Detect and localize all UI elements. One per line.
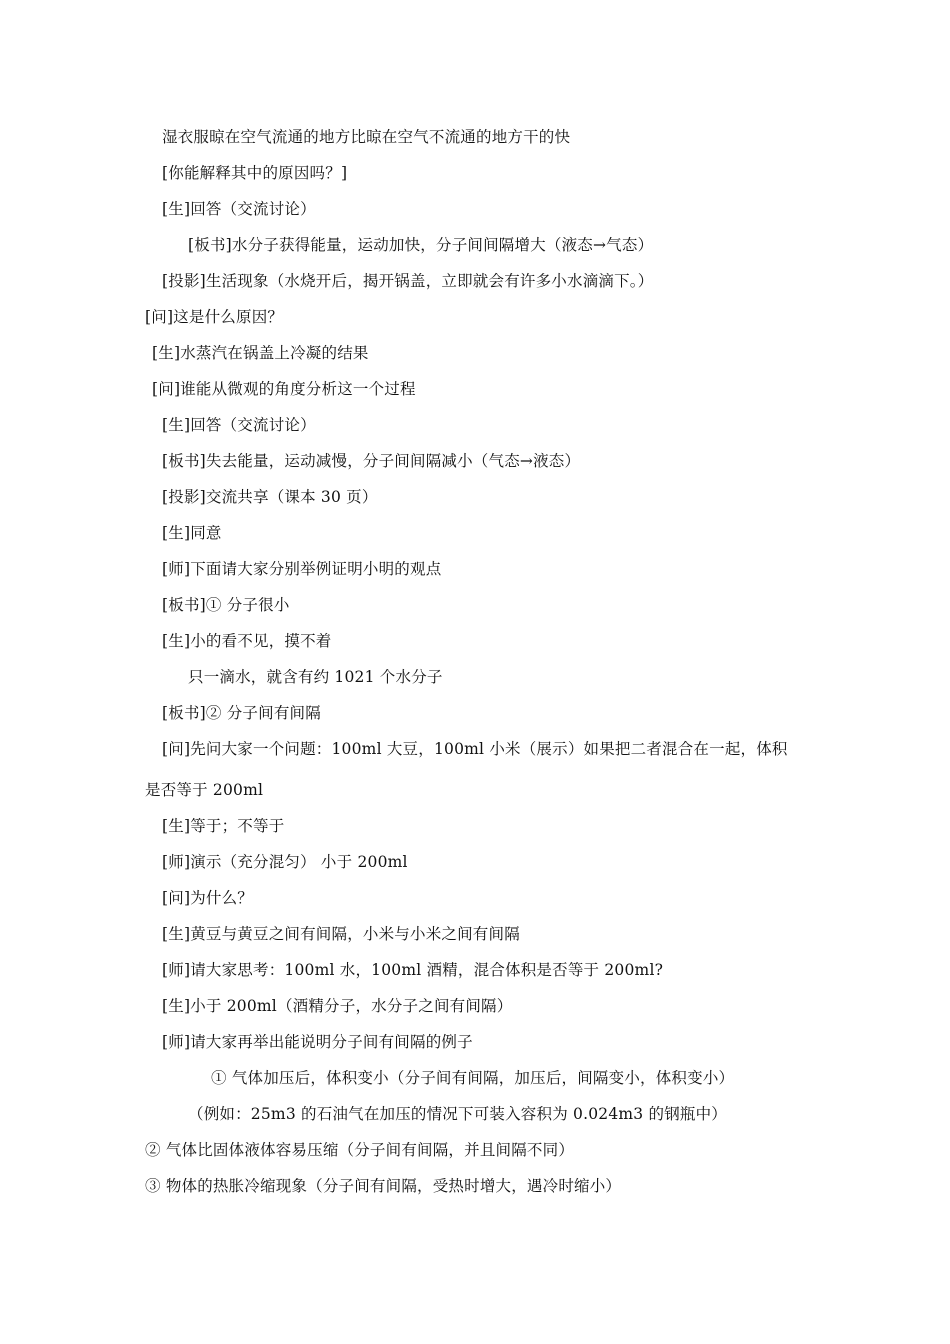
text-line: [板书]水分子获得能量，运动加快，分子间间隔增大（液态→气态） [188,236,654,254]
text-line: ③ 物体的热胀冷缩现象（分子间有间隔，受热时增大，遇冷时缩小） [145,1177,622,1195]
text-line: 湿衣服晾在空气流通的地方比晾在空气不流通的地方干的快 [162,128,571,146]
text-line: [问]先问大家一个问题：100ml 大豆，100ml 小米（展示）如果把二者混合在一起，体积 [162,740,788,758]
text-line: [生]水蒸汽在锅盖上冷凝的结果 [152,344,369,362]
text-line: [板书]失去能量，运动减慢，分子间间隔减小（气态→液态） [162,452,581,470]
text-line: [生]小的看不见，摸不着 [162,632,332,650]
text-line: ① 气体加压后，体积变小（分子间有间隔，加压后，间隔变小，体积变小） [211,1069,735,1087]
text-line: [师]请大家思考：100ml 水，100ml 酒精，混合体积是否等于 200ml? [162,961,664,979]
text-line: 只一滴水，就含有约 1021 个水分子 [188,668,443,686]
text-line: ② 气体比固体液体容易压缩（分子间有间隔，并且间隔不同） [145,1141,575,1159]
text-line: [生]黄豆与黄豆之间有间隔，小米与小米之间有间隔 [162,925,520,943]
text-line: [师]演示（充分混匀） 小于 200ml [162,853,408,871]
text-line: [投影]交流共享（课本 30 页） [162,488,378,506]
text-line: [你能解释其中的原因吗？] [162,164,348,182]
text-line: [生]小于 200ml（酒精分子，水分子之间有间隔） [162,997,513,1015]
text-line: [问]谁能从微观的角度分析这一个过程 [152,380,416,398]
text-line: [问]为什么？ [162,889,253,907]
text-line: [师]下面请大家分别举例证明小明的观点 [162,560,442,578]
text-line: [生]等于；不等于 [162,817,285,835]
text-line: [板书]① 分子很小 [162,596,290,614]
text-line: [投影]生活现象（水烧开后，揭开锅盖，立即就会有许多小水滴滴下。） [162,272,654,290]
text-line: [生]回答（交流讨论） [162,200,316,218]
text-line: [板书]② 分子间有间隔 [162,704,321,722]
text-line: [生]回答（交流讨论） [162,416,316,434]
text-line: 是否等于 200ml [145,781,264,799]
text-line: [生]同意 [162,524,222,542]
text-line: [师]请大家再举出能说明分子间有间隔的例子 [162,1033,473,1051]
text-line: [问]这是什么原因？ [145,308,284,326]
text-line: （例如：25m3 的石油气在加压的情况下可装入容积为 0.024m3 的钢瓶中） [188,1105,727,1123]
